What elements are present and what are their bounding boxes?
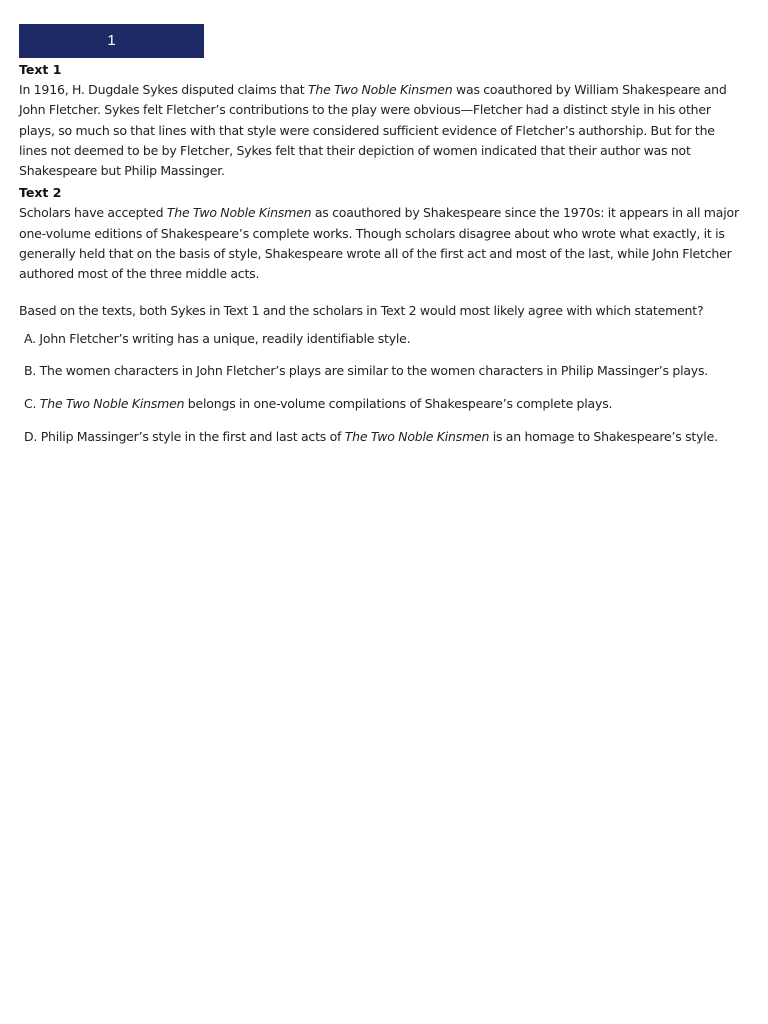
choice-c-text: belongs in one-volume compilations of Shakespeare’s complete plays. [184,396,613,412]
choice-c[interactable] [19,394,741,414]
text2-passage [19,203,741,284]
choice-a-letter: A. [24,330,40,346]
text1-part1: In 1916, H. Dugdale Sykes disputed claims that [19,82,308,97]
choice-d-letter: D. [24,428,41,444]
text2-part2: as coauthored by Shakespeare since the 1970s: it appears in all major one-volume editions of Shakespeare’s complete works. Though scholars disagree about who wrote what exactly, it is generally held that on the basis of style, Shakespeare wrote all of the first act and most of the last, while John Fletcher authored most of the three middle acts. [19,205,739,282]
text1-part2: was coauthored by William Shakespeare and John Fletcher. Sykes felt Fletcher’s contributions to the play were obvious—Fletcher had a distinct style in his other plays, so much so that lines with that style were considered sufficient evidence of Fletcher’s authorship. But for the lines not deemed to be by Fletcher, Sykes felt that their depiction of women indicated that their author was not Shakespeare but Philip Massinger. [19,82,727,179]
question-container [19,24,741,459]
choice-a-text: John Fletcher’s writing has a unique, readily identifiable style. [39,330,411,346]
choice-b-text: The women characters in John Fletcher’s plays are similar to the women characters in Philip Massinger’s plays. [39,363,709,379]
text1-play-title: The Two Noble Kinsmen [307,82,453,97]
choice-b[interactable] [19,361,741,381]
choice-c-letter: C. [24,396,40,412]
choice-b-letter: B. [24,363,40,379]
choice-d[interactable] [19,427,741,447]
question-number-badge: 1 [19,24,204,58]
choice-a[interactable] [19,329,741,349]
text1-heading: Text 1 [19,62,62,77]
answer-choices [19,329,741,447]
text2-heading: Text 2 [19,185,62,201]
choice-d-pre: Philip Massinger’s style in the first and last acts of [40,428,345,444]
text2-part1: Scholars have accepted [19,205,167,221]
choice-d-play-title: The Two Noble Kinsmen [344,428,490,444]
choice-d-text: is an homage to Shakespeare’s style. [489,428,718,444]
choice-c-play-title: The Two Noble Kinsmen [39,396,185,412]
text1-passage [19,80,741,181]
text2-play-title: The Two Noble Kinsmen [166,205,312,221]
question-stem: Based on the texts, both Sykes in Text 1 and the scholars in Text 2 would most likely agree with which statement? [19,302,704,318]
